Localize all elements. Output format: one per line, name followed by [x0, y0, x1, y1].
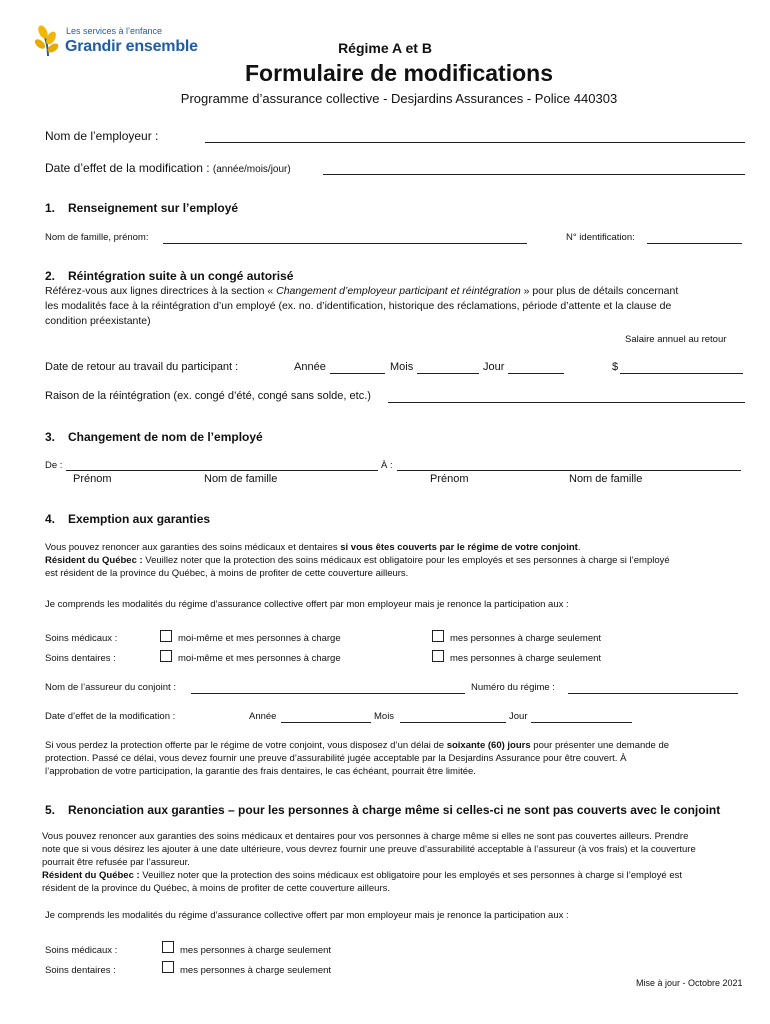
- section-5-text: [42, 830, 757, 895]
- return-year-field[interactable]: [330, 373, 385, 374]
- salary-label: Salaire annuel au retour: [625, 334, 727, 345]
- section-4-text: [45, 541, 757, 580]
- return-day-label: Jour: [483, 361, 505, 373]
- s4-year-label: Année: [249, 711, 277, 722]
- section-4-understand: Je comprends les modalités du régime d’assurance collective offert par mon employeur mais je renonce la participation aux :: [45, 599, 569, 610]
- s5-line-3: pourrait être refusée par l’assureur.: [42, 857, 190, 868]
- s5-dental-label: Soins dentaires :: [45, 965, 116, 976]
- return-day-field[interactable]: [508, 373, 564, 374]
- new-last-name-caption: Nom de famille: [569, 473, 643, 485]
- return-year-label: Année: [294, 361, 326, 373]
- return-date-label: Date de retour au travail du participant :: [45, 361, 239, 373]
- s4-dental-dep-checkbox[interactable]: [432, 650, 444, 662]
- s4-medical-self-label: moi-même et mes personnes à charge: [178, 633, 341, 644]
- insurer-label: Nom de l’assureur du conjoint :: [45, 682, 176, 693]
- section-2-line-3: condition préexistante): [45, 315, 151, 327]
- loss-line-1: Si vous perdez la protection offerte par le régime de votre conjoint, vous disposez d’un délai de soixante (60) jours pour présenter une demande de: [45, 740, 670, 751]
- employee-name-field[interactable]: [163, 243, 527, 244]
- section-5-title: Renonciation aux garanties – pour les personnes à charge même si celles-ci ne sont pas couverts avec le conjoint: [68, 803, 721, 817]
- employee-id-field[interactable]: [647, 243, 742, 244]
- plan-number-field[interactable]: [568, 693, 738, 694]
- s5-dental-dep-checkbox[interactable]: [162, 961, 174, 973]
- section-1-title: Renseignement sur l’employé: [68, 201, 239, 215]
- old-name-field[interactable]: [66, 470, 378, 471]
- section-2-line-2: les modalités face à la réintégration d’un employé (ex. no. d’identification, historique des réclamations, période d’attente et la clause de: [45, 300, 672, 312]
- loss-line-2: protection. Passé ce délai, vous devez fournir une preuve d’assurabilité jugée acceptable par la Desjardins Assurance pour être couvert. À: [45, 753, 627, 764]
- s4-month-label: Mois: [374, 711, 395, 722]
- section-2-text: [45, 284, 755, 329]
- return-month-label: Mois: [390, 361, 414, 373]
- new-first-name-caption: Prénom: [430, 473, 469, 485]
- reason-field[interactable]: [388, 402, 745, 403]
- employer-name-label: Nom de l’employeur :: [45, 129, 159, 143]
- s4-dental-label: Soins dentaires :: [45, 653, 116, 664]
- section-5-number: 5.: [45, 803, 56, 817]
- logo-subtext: Les services à l’enfance: [66, 26, 163, 36]
- old-last-name-caption: Nom de famille: [204, 473, 278, 485]
- dollar-sign: $: [612, 361, 619, 373]
- s4-month-field[interactable]: [400, 722, 506, 723]
- s4-day-label: Jour: [509, 711, 528, 722]
- s4-day-field[interactable]: [531, 722, 632, 723]
- section-4-title: Exemption aux garanties: [68, 512, 211, 526]
- section-1-number: 1.: [45, 201, 56, 215]
- s5-medical-dep-label: mes personnes à charge seulement: [180, 945, 332, 956]
- section-4-number: 4.: [45, 512, 56, 526]
- plan-number-label: Numéro du régime :: [471, 682, 555, 693]
- s5-line-4: Résident du Québec : Veuillez noter que la protection des soins médicaux est obligatoire pour les employés et ses personnes à charge si l’employé est: [42, 870, 682, 881]
- regime-label: Régime A et B: [338, 40, 432, 56]
- effective-date-field[interactable]: [323, 174, 745, 175]
- s5-line-1: Vous pouvez renoncer aux garanties des soins médicaux et dentaires pour vos personnes à charge même si elles ne sont pas couvertes ailleurs. Prendre: [42, 831, 689, 842]
- s4-dental-self-label: moi-même et mes personnes à charge: [178, 653, 341, 664]
- s4-medical-dep-checkbox[interactable]: [432, 630, 444, 642]
- to-label: À :: [381, 460, 393, 471]
- effective-date-label: Date d’effet de la modification : (année/mois/jour): [45, 161, 291, 175]
- section-2-number: 2.: [45, 269, 56, 283]
- s4-medical-self-checkbox[interactable]: [160, 630, 172, 642]
- reason-label: Raison de la réintégration (ex. congé d’été, congé sans solde, etc.): [45, 390, 371, 402]
- from-label: De :: [45, 460, 63, 471]
- section-5-understand: Je comprends les modalités du régime d’assurance collective offert par mon employeur mais je renonce la participation aux :: [45, 910, 569, 921]
- salary-field[interactable]: [620, 373, 743, 374]
- employee-name-label: Nom de famille, prénom:: [45, 232, 149, 243]
- section-4-line-1: Vous pouvez renoncer aux garanties des soins médicaux et dentaires si vous êtes couverts par le régime de votre conjoint.: [45, 542, 581, 553]
- s5-dental-dep-label: mes personnes à charge seulement: [180, 965, 332, 976]
- s5-line-2: note que si vous désirez les ajouter à une date ultérieure, vous devrez fournir une preuve d’assurabilité acceptable à l’assureur (à vos frais) et la couverture: [42, 844, 696, 855]
- s5-medical-dep-checkbox[interactable]: [162, 941, 174, 953]
- employer-name-field[interactable]: [205, 142, 745, 143]
- section-3-number: 3.: [45, 430, 56, 444]
- section-4-loss-text: [45, 739, 757, 778]
- footer-updated: Mise à jour - Octobre 2021: [636, 978, 743, 988]
- s5-medical-label: Soins médicaux :: [45, 945, 118, 956]
- section-2-line-1: Référez-vous aux lignes directrices à la section « Changement d’employeur participant et réintégration » pour plus de détails concernant: [45, 285, 679, 297]
- s5-line-5: résident de la province du Québec, à moins de profiter de cette couverture ailleurs.: [42, 883, 390, 894]
- loss-line-3: l’approbation de votre participation, la garantie des frais dentaires, le cas échéant, pourrait être limitée.: [45, 766, 476, 777]
- logo-text: Grandir ensemble: [65, 38, 198, 55]
- s4-effective-label: Date d’effet de la modification :: [45, 711, 176, 722]
- employee-id-label: N° identification:: [566, 232, 635, 243]
- page-title: Formulaire de modifications: [245, 60, 553, 86]
- section-4-line-2: Résident du Québec : Veuillez noter que la protection des soins médicaux est obligatoire pour les employés et ses personnes à charge si l’employé: [45, 555, 670, 566]
- insurer-field[interactable]: [191, 693, 465, 694]
- old-first-name-caption: Prénom: [73, 473, 112, 485]
- new-name-field[interactable]: [397, 470, 741, 471]
- s4-dental-self-checkbox[interactable]: [160, 650, 172, 662]
- page-subtitle: Programme d’assurance collective - Desjardins Assurances - Police 440303: [180, 91, 618, 106]
- section-4-line-3: est résident de la province du Québec, à moins de profiter de cette couverture ailleurs.: [45, 568, 409, 579]
- s4-year-field[interactable]: [281, 722, 371, 723]
- return-month-field[interactable]: [417, 373, 479, 374]
- s4-dental-dep-label: mes personnes à charge seulement: [450, 653, 602, 664]
- section-3-title: Changement de nom de l’employé: [68, 430, 263, 444]
- section-2-title: Réintégration suite à un congé autorisé: [68, 269, 294, 283]
- s4-medical-dep-label: mes personnes à charge seulement: [450, 633, 602, 644]
- s4-medical-label: Soins médicaux :: [45, 633, 118, 644]
